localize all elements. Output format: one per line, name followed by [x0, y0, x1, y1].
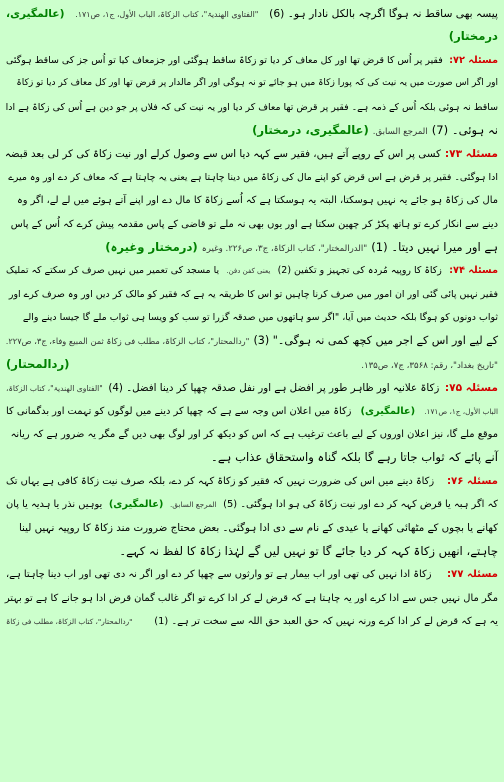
body-text: کے لیے اور اس کے اجر میں کچھ کمی نہ ہوگی۔" (3) — [253, 334, 498, 348]
text-line — [6, 610, 498, 633]
text-line — [6, 353, 498, 376]
body-text: ثواب دونوں کو ہوگا بلکہ حدیث میں آیا، "اگر سو ہاتھوں میں صدقہ گزرا تو سب کو ویسا ہی ثواب ملے گا جیسا دینے والے — [22, 312, 498, 324]
footnote-reference: یعنی کفن دفن. — [226, 266, 271, 276]
text-line — [6, 306, 498, 329]
text-line — [6, 236, 498, 259]
text-line — [6, 376, 498, 399]
text-line — [6, 25, 498, 48]
masala-heading: مسئلہ ۷۶: — [446, 475, 498, 487]
text-line — [6, 72, 498, 95]
body-text: زکاۃ ادا نہیں کی تھی اور اب بیمار ہے تو وارثوں سے چھپا کر دے اور اگر نہ دی تھی اور اب دینا چاہتا ہے، — [6, 569, 432, 581]
body-text: کسی پر اس کے روپے آتے ہیں، فقیر سے کہہ دیا اس سے وصول کرلے اور نیت زکاۃ کی کر لی بعد قبضہ — [4, 148, 441, 161]
source-citation: (عالمگیری) — [360, 405, 416, 417]
body-text: آنے پائے کہ ثواب جاتا رہے گا بلکہ گناہ واستحقاق عذاب ہے۔ — [211, 450, 498, 465]
source-citation: (درمختار وغیرہ) — [105, 239, 198, 254]
text-line — [6, 470, 498, 493]
text-line — [6, 423, 498, 446]
body-text: زکاۃ دینے میں اس کی ضرورت نہیں کہ فقیر کو زکاۃ کہہ کر دے، بلکہ صرف نیت زکاۃ کافی ہے یہاں تک — [6, 475, 435, 487]
text-line — [6, 259, 498, 282]
body-text: زکاۃ علانیہ اور ظاہر طور پر افضل ہے اور نفل صدقہ چھپا کر دینا افضل۔ (4) — [108, 382, 440, 395]
text-line — [6, 540, 498, 563]
body-text: ادا ہوگئی۔ فقیر پر قرض ہے اس قرض کو اپنے مال کی زکاۃ میں دینا چاہتا ہے یعنی یہ چاہتا ہے کہ معاف کر دے اور وہ میرے — [8, 171, 498, 183]
footnote-reference: "ردالمحتار"، کتاب الزکاۃ، مطلب فی زکاۃ — [6, 617, 133, 627]
source-citation: (عالمگیری، درمختار) — [252, 122, 369, 137]
footnote-reference: الباب الأول، ج۱، ص۱۷۱. — [424, 406, 498, 416]
footnote-reference: "الفتاوی الھندیۃ"، کتاب الزکاۃ، — [6, 384, 103, 394]
source-citation: (ردالمحتار) — [6, 356, 70, 371]
source-citation: درمختار) — [448, 29, 498, 44]
footnote-reference: "تاریخ بغداد"، رقم: ۳۵۶۸، ج۷، ص۱۳۵. — [361, 360, 498, 371]
body-text: ہے اور میرا نہیں دیتا۔ (1) — [371, 239, 498, 254]
body-text: فقیر نہیں پائی گئی اور ان امور میں صرف کرنا چاہیں تو اس کا طریقہ یہ ہے کہ فقیر کو مالک کر دیں اور وہ صرف کرے اور — [8, 288, 498, 300]
text-line — [6, 446, 498, 469]
text-line — [6, 2, 498, 25]
masala-heading: مسئلہ ۷۳: — [444, 147, 498, 161]
text-line — [6, 517, 498, 540]
body-text: پیسہ بھی ساقط نہ ہوگا اگرچہ بالکل نادار ہو۔ (6) — [269, 7, 498, 20]
text-line — [6, 49, 498, 72]
source-citation: (عالمگیری) — [108, 499, 164, 511]
text-line — [6, 587, 498, 610]
text-line — [6, 400, 498, 423]
footnote-reference: "الدرالمختار"، کتاب الزکاۃ، ج۳، ص۲۲۶. وغیرہ — [201, 243, 368, 254]
footnote-reference: المرجع السابق. — [372, 126, 428, 137]
body-text: یا مسجد کی تعمیر میں نہیں صرف کر سکتے کہ تملیک — [6, 265, 220, 277]
body-text: فقیر پر اُس کا قرض تھا اور کل معاف کر دیا تو زکاۃ ساقط ہوگئی اور جزمعاف کیا تو اُس جز کی ساقط ہوگئی — [6, 54, 443, 66]
body-text: زکاۃ میں اعلان اس وجہ سے ہے کہ چھپا کر دینے میں لوگوں کو تہمت اور بدگمانی کا — [6, 405, 352, 417]
text-line — [6, 493, 498, 516]
body-text: مال کی زکاۃ ہو جائے یہ نہیں ہوسکتا، البتہ یہ ہوسکتا ہے کہ اُسے زکاۃ کا مال دے اور اپنے آتے ہوئے میں لے لے، اگر وہ — [16, 195, 498, 207]
text-line — [6, 213, 498, 236]
footnote-reference: "الفتاوی الھندیۃ"، کتاب الزکاۃ، الباب الأول، ج۱، ص۱۷۱. — [75, 10, 259, 19]
text-line — [6, 119, 498, 142]
masala-heading: مسئلہ ۷۵: — [444, 381, 498, 395]
body-text: دینے سے انکار کرے تو ہاتھ پکڑ کر چھین سکتا ہے اور یوں بھی نہ ملے تو قاضی کے پاس مقدمہ پیش کرے کہ اُس کے پاس — [10, 218, 498, 230]
body-text: اور اگر اس صورت میں یہ نیت کی کہ پورا زکاۃ میں ہو جائے تو نہ ہوگی اور اگر مالدار پر قرض تھا اور کل معاف کر دیا تو زکاۃ — [16, 78, 498, 89]
text-line — [6, 283, 498, 306]
body-text: چاہتے، انھیں زکاۃ کہہ کر دیا جائے گا تو نہیں لیں گے لہٰذا زکاۃ کا لفظ نہ کہے۔ — [119, 543, 498, 558]
footnote-reference: المرجع السابق. — [169, 500, 217, 510]
text-line — [6, 96, 498, 119]
body-text: نہ ہوئی۔ (7) — [431, 122, 498, 137]
body-text: یوہیں نذر یا ہدیہ یا پان — [6, 499, 103, 511]
text-line — [6, 329, 498, 352]
body-text: موقع ملے گا، نیز اعلان اوروں کے لیے باعث ترغیب ہے کہ اس کو دیکھ کر اور لوگ بھی دیں گے مگر یہ ضرور ہے کہ ریانہ — [10, 429, 498, 441]
body-text: مگر مال نہیں جس سے ادا کرے اور یہ چاہتا ہے کہ قرض لے کر ادا کرے تو اگر غالب گمان قرض ادا ہو جانے کا ہے تو بہتر — [4, 592, 498, 604]
text-line — [6, 166, 498, 189]
masala-heading: مسئلہ ۷۷: — [446, 569, 498, 581]
masala-heading: مسئلہ ۷۲: — [449, 54, 498, 66]
text-line — [6, 142, 498, 165]
body-text: زکاۃ کا روپیہ مُردہ کی تجہیز و تکفین (2) — [277, 265, 442, 277]
source-citation: (عالمگیری، — [6, 7, 65, 20]
masala-heading: مسئلہ ۷۴: — [449, 265, 498, 277]
footnote-reference: "ردالمحتار"، کتاب الزکاۃ، مطلب فی زکاۃ ثمن المبیع وفاء، ج۳، ص۲۲۷. — [5, 336, 250, 347]
body-text: کھانے یا بچوں کے مٹھائی کھانے یا عیدی کے نام سے دی ادا ہوگئی۔ بعض محتاج ضرورت مند زکاۃ کا روپیہ نہیں لینا — [18, 521, 498, 534]
body-text: یہ ہے کہ قرض لے کر ادا کرے ورنہ نہیں کہ حق العبد حق اللہ سے سخت تر ہے۔ (1) — [154, 616, 498, 628]
text-line — [6, 563, 498, 586]
body-text: کہ اگر ہبہ یا قرض کہہ کر دے اور نیت زکاۃ کی ہو ادا ہوگئی۔ (5) — [223, 499, 498, 511]
body-text: ساقط نہ ہوئی بلکہ اُس کے ذمہ ہے۔ فقیر پر قرض تھا معاف کر دیا اور یہ نیت کی کہ فلاں پر جو دین ہے اُس کی زکاۃ ہے ادا — [5, 101, 498, 113]
text-line — [6, 189, 498, 212]
